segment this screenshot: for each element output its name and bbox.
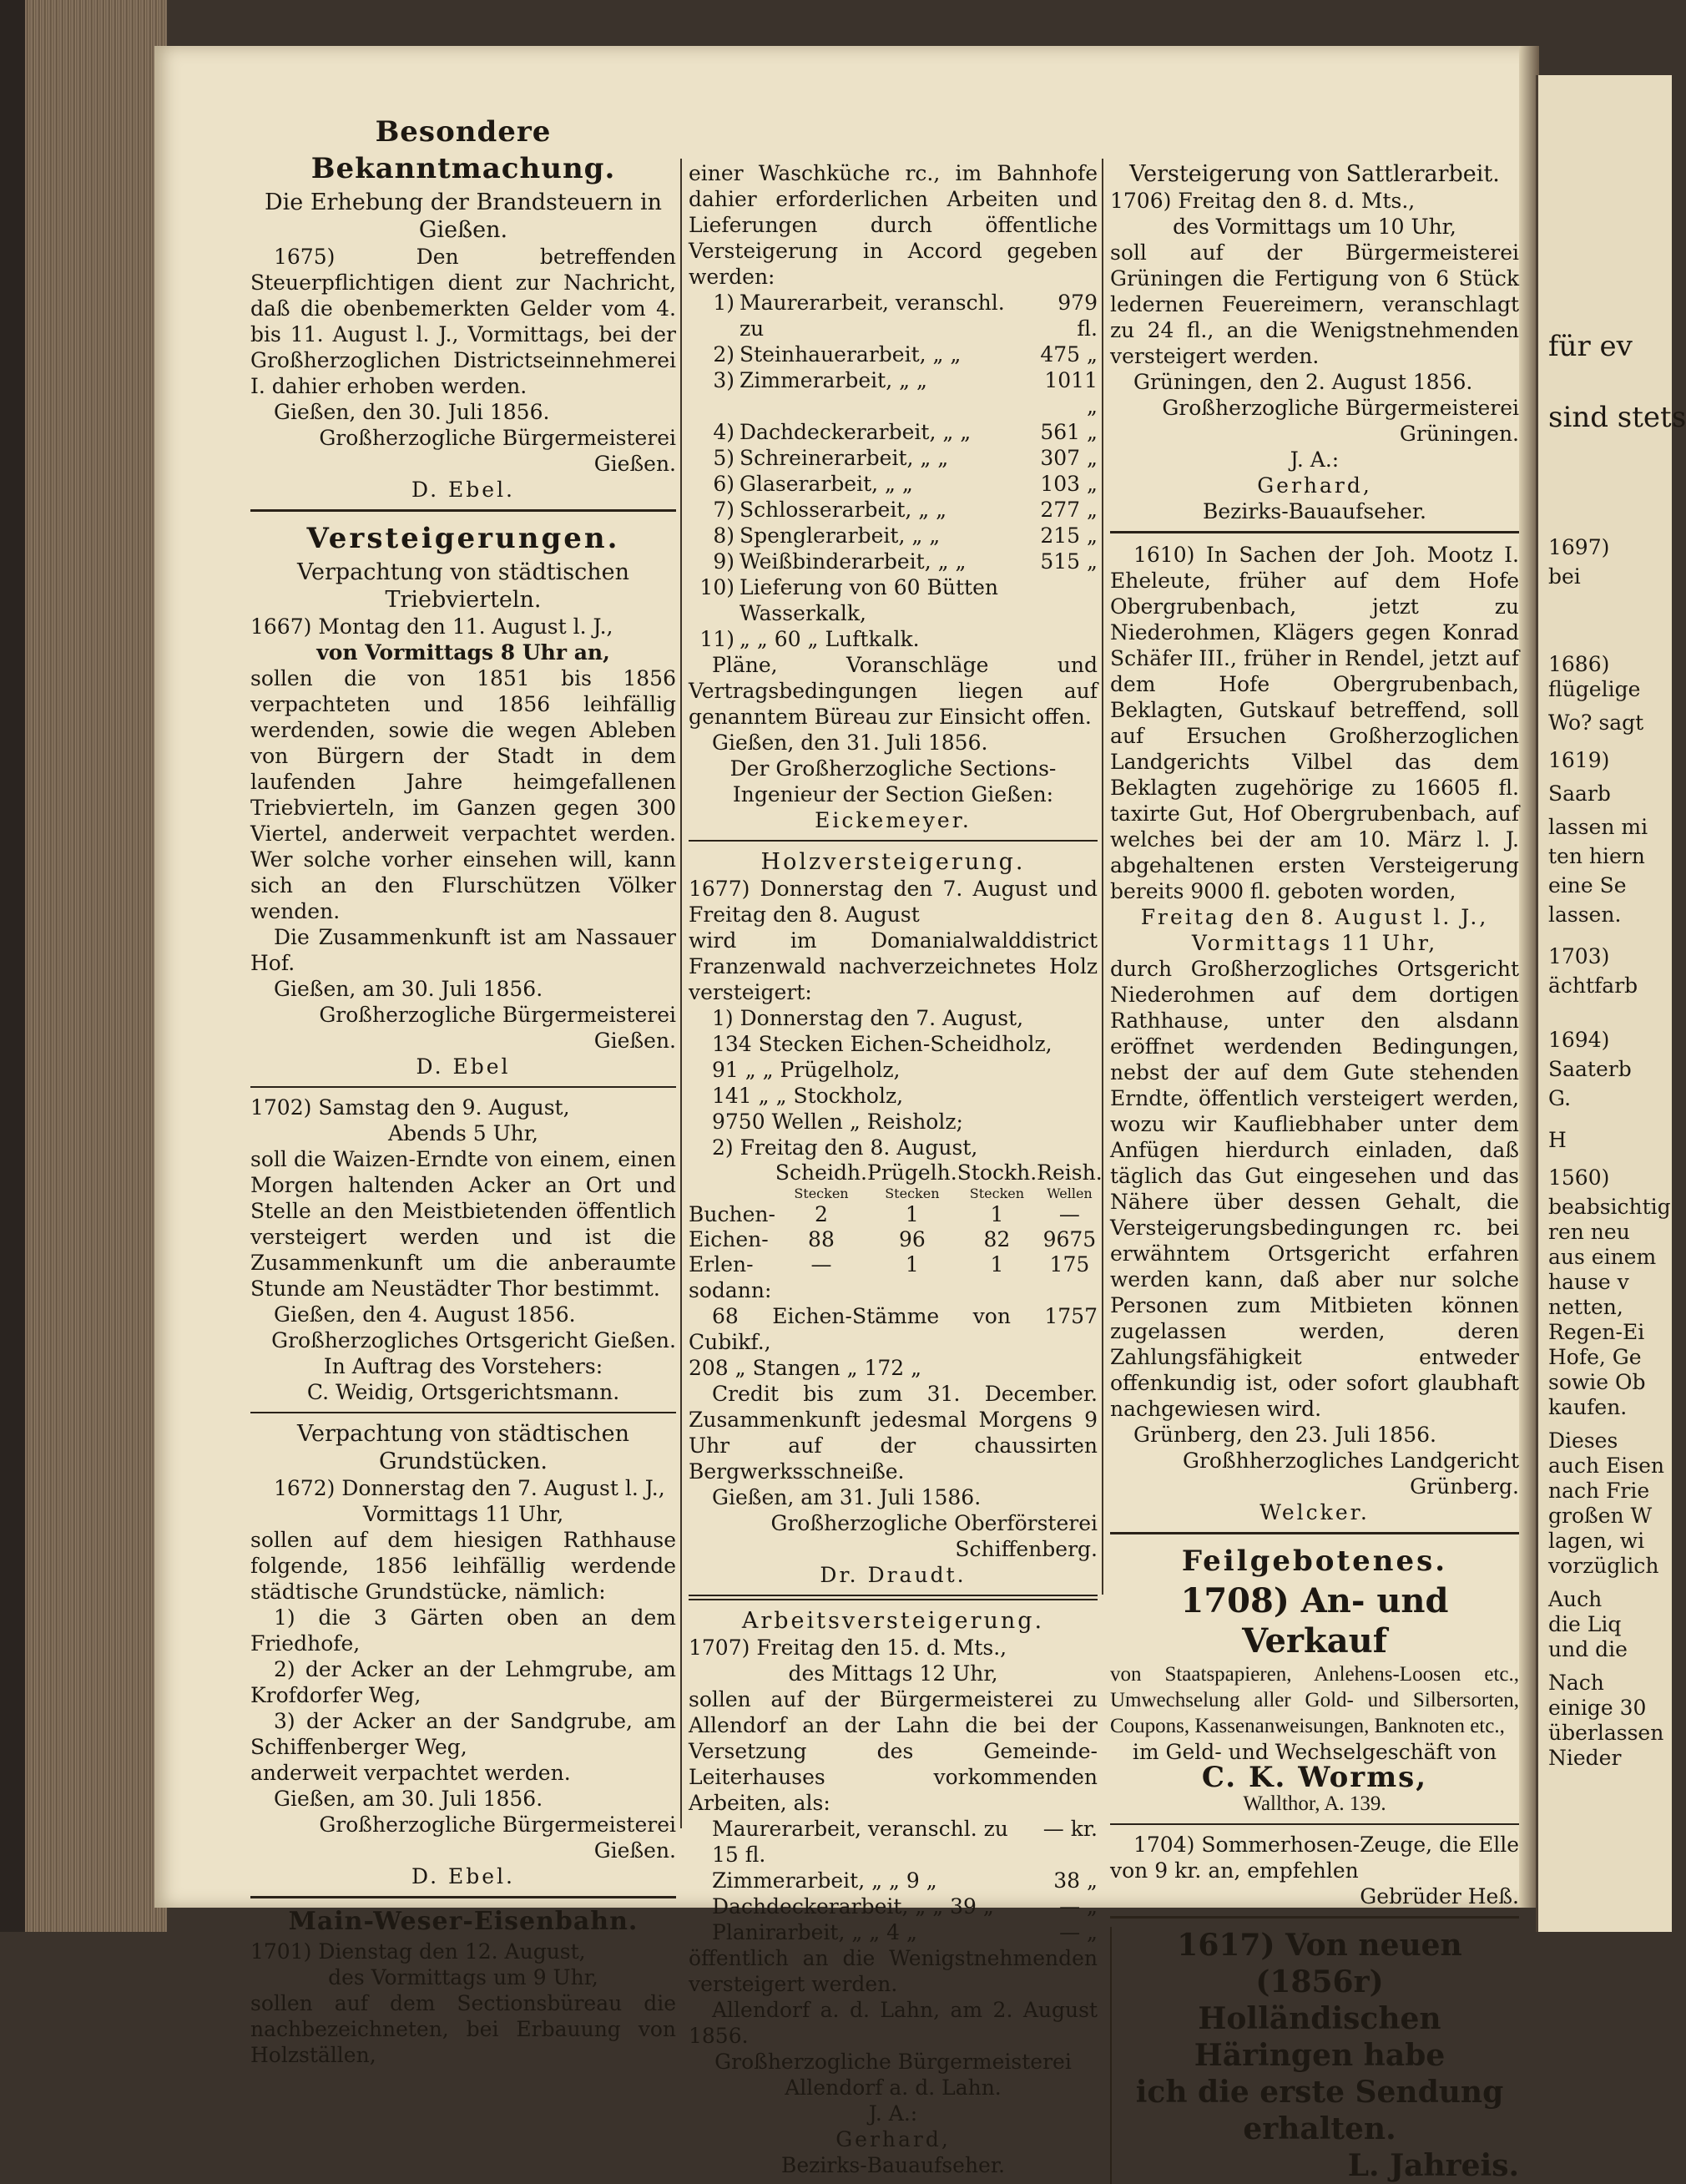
- adjacent-page-text: Regen-Ei: [1548, 1320, 1645, 1344]
- adjacent-page-text: hause v: [1548, 1270, 1629, 1294]
- adjacent-page-text: Auch: [1548, 1587, 1603, 1611]
- notice-1706-authority: Großherzogliche Bürgermeisterei Grüningen.: [1162, 396, 1519, 446]
- wood-cell: Reish.: [1037, 1160, 1103, 1185]
- notice-1677-day2: 2) Freitag den 8. August,: [712, 1135, 978, 1160]
- notice-1677-body: wird im Domanialwalddistrict Franzenwald nachverzeichnetes Holz versteigert:: [689, 928, 1098, 1004]
- works-name: Weißbinderarbeit, „ „: [740, 549, 967, 574]
- notice-1672-item: 2) der Acker an der Lehmgrube, am Krofdorfer Weg,: [250, 1657, 676, 1707]
- works-name: Lieferung von 60 Bütten Wasserkalk,: [740, 575, 998, 625]
- adjacent-page-text: einige 30: [1548, 1696, 1647, 1720]
- works2-name: Dachdeckerarbeit, „ „ 39 „: [712, 1894, 994, 1919]
- works-row: [689, 497, 1098, 523]
- notice-1610-authority: Großhherzogliches Landgericht Grünberg.: [1182, 1448, 1519, 1499]
- notice-1701-head: 1701) Dienstag den 12. August,: [250, 1939, 586, 1964]
- heading-railway: Main-Weser-Eisenbahn.: [288, 1907, 639, 1936]
- adjacent-page-text: bei: [1548, 564, 1581, 589]
- notice-1677-day1: 1) Donnerstag den 7. August,: [712, 1006, 1024, 1030]
- notice-1672-time: Vormittags 11 Uhr,: [362, 1502, 564, 1526]
- notice-1667-time: von Vormittags 8 Uhr an,: [316, 640, 610, 665]
- column-3: [1110, 160, 1519, 2184]
- wood-cell: 1: [990, 1202, 1004, 1226]
- notice-1672-item: 3) der Acker an der Sandgrube, am Schiffenberger Weg,: [250, 1709, 676, 1759]
- notice-1702-body: soll die Waizen-Erndte von einem, einen Morgen haltenden Acker an Ort und Stelle an den Meistbietenden öffentlich versteigert werden und ist die Zusammenkunft um die anberaumte Stunde am Neustädter Thor bestimmt.: [250, 1147, 676, 1301]
- works2-row: [689, 1893, 1098, 1919]
- notice-1675-authority: Großherzogliche Bürgermeisterei Gießen.: [319, 426, 676, 476]
- works-table: [689, 290, 1098, 652]
- adjacent-page-text: 1686): [1548, 652, 1610, 676]
- notice-1667-body: sollen die von 1851 bis 1856 verpachteten und 1856 leihfällig werdenden, sowie die wegen Ableben von Bürgern der Stadt in dem laufenden Jahre heimgefallenen Triebvierteln, im Ganzen gegen 300 Viertel, anderweit verpachtet werden. Wer solche vorher einsehen will, kann sich an den Flurschützen Völker wenden.: [250, 666, 676, 923]
- notice-1706-signature: Gerhard,: [1257, 473, 1372, 498]
- notice-1702-authority-2: In Auftrag des Vorstehers:: [323, 1354, 603, 1378]
- notice-1610-time: Vormittags 11 Uhr,: [1191, 931, 1438, 955]
- notice-1677-date: Gießen, am 31. Juli 1586.: [712, 1485, 982, 1509]
- section-rule: [1110, 1532, 1519, 1534]
- notice-1677-stems: 68 Eichen-Stämme von 1757 Cubikf.,: [689, 1304, 1098, 1354]
- notice-1707-signature: Gerhard,: [835, 2127, 951, 2151]
- works-name: Schlosserarbeit, „ „: [740, 498, 947, 522]
- notice-1672-head: 1672) Donnerstag den 7. August l. J.,: [274, 1476, 665, 1500]
- ad-1708-headline: 1708) An- und Verkauf: [1180, 1581, 1449, 1661]
- works-row: [689, 367, 1098, 419]
- adjacent-page-text: Nach: [1548, 1671, 1604, 1695]
- works-value: 277 „: [1040, 498, 1098, 522]
- adjacent-page-text: für ev: [1548, 330, 1633, 363]
- works2-table: [689, 1816, 1098, 1945]
- works2-name: Maurerarbeit, veranschl. zu 15 fl.: [712, 1817, 1008, 1867]
- works-value: 215 „: [1040, 523, 1098, 548]
- wood-cell: Stecken: [794, 1186, 849, 1201]
- section-rule: [250, 509, 676, 512]
- works-name: Glaserarbeit, „ „: [740, 472, 913, 496]
- adjacent-page-text: sowie Ob: [1548, 1370, 1646, 1394]
- notice-1706-body: soll auf der Bürgermeisterei Grüningen die Fertigung von 6 Stück ledernen Feuereimern, veranschlagt zu 24 fl., an die Wenigstnehmenden versteigert werden.: [1110, 240, 1519, 368]
- notice-rule: [250, 1412, 676, 1413]
- works-number: 4): [713, 420, 734, 444]
- works-value: 307 „: [1040, 446, 1098, 470]
- notice-1701-continued: einer Waschküche rc., im Bahnhofe dahier erforderlichen Arbeiten und Lieferungen durch öffentliche Versteigerung in Accord gegeben werden:: [689, 161, 1098, 289]
- works-name: Spenglerarbeit, „ „: [740, 523, 941, 548]
- works-value: 515 „: [1040, 549, 1098, 574]
- notice-1677-authority: Großherzogliche Oberförsterei Schiffenberg.: [770, 1511, 1098, 1561]
- wood-units-row: [689, 1186, 1103, 1202]
- works-number: 9): [713, 549, 734, 574]
- adjacent-page-text: ren neu: [1548, 1220, 1630, 1244]
- adjacent-page-fragment: [1536, 75, 1686, 1932]
- adjacent-page-text: nach Frie: [1548, 1479, 1650, 1503]
- notice-1677-signature: Dr. Draudt.: [820, 1563, 967, 1587]
- adjacent-page-text: ten hiern: [1548, 844, 1645, 868]
- adjacent-page-text: überlassen: [1548, 1721, 1664, 1745]
- notice-1707-end: öffentlich an die Wenigstnehmenden versteigert werden.: [689, 1946, 1098, 1996]
- works-value: 561 „: [1040, 420, 1098, 444]
- works2-name: Zimmerarbeit, „ „ 9 „: [712, 1868, 937, 1893]
- notice-rule: [1110, 1823, 1519, 1825]
- column-divider-2: [1102, 159, 1103, 1595]
- works-row: [689, 574, 1098, 626]
- adjacent-page-text: lassen mi: [1548, 815, 1648, 839]
- notice-1707-body: sollen auf der Bürgermeisterei zu Allendorf an der Lahn die bei der Versetzung des Gemeinde-Leiterhauses vorkommenden Arbeiten, als:: [689, 1687, 1098, 1815]
- works2-name: Planirarbeit, „ „ 4 „: [712, 1920, 917, 1944]
- works-number: 7): [713, 498, 734, 522]
- notice-1701-signature: Eickemeyer.: [815, 808, 972, 832]
- adjacent-page-text: Hofe, Ge: [1548, 1345, 1642, 1369]
- wood-cell: Stecken: [885, 1186, 940, 1201]
- adjacent-page-text: und die: [1548, 1637, 1628, 1661]
- notice-1702-time: Abends 5 Uhr,: [388, 1121, 538, 1145]
- notice-1667-date: Gießen, am 30. Juli 1856.: [274, 977, 543, 1001]
- notice-1677-credit: Credit bis zum 31. December. Zusammenkunft jedesmal Morgens 9 Uhr auf der chaussirten Bergwerksschneiße.: [689, 1382, 1098, 1484]
- notice-1677-day1-item: 9750 Wellen „ Reisholz;: [712, 1110, 963, 1134]
- wood-cell: Stockh.: [957, 1160, 1037, 1185]
- section-rule: [1110, 531, 1519, 533]
- adjacent-page-text: lagen, wi: [1548, 1529, 1645, 1553]
- notice-1610-date: Freitag den 8. August l. J.,: [1140, 905, 1489, 929]
- wood-row: [689, 1227, 1103, 1252]
- column-1: [250, 109, 676, 2068]
- notice-1702-authority: Großherzogliches Ortsgericht Gießen.: [271, 1328, 676, 1352]
- notice-1677-day1-item: 91 „ „ Prügelholz,: [712, 1058, 901, 1082]
- notice-1677-day1-item: 134 Stecken Eichen-Scheidholz,: [712, 1032, 1052, 1056]
- notice-1707-head: 1707) Freitag den 15. d. Mts.,: [689, 1635, 1007, 1660]
- notice-1675-signature: D. Ebel.: [411, 478, 516, 502]
- works-number: 1): [713, 291, 734, 315]
- wood-cell: 88: [808, 1227, 835, 1251]
- works-number: 6): [713, 472, 734, 496]
- notice-1706-head: 1706) Freitag den 8. d. Mts.,: [1110, 189, 1416, 213]
- notice-1701-authority: Der Großherzogliche Sections-Ingenieur der Section Gießen:: [729, 756, 1057, 806]
- notice-1610-signature: Welcker.: [1259, 1500, 1370, 1524]
- book-edge: [0, 0, 167, 1932]
- wood-cell: Buchen-: [689, 1202, 775, 1226]
- notice-1672-authority: Großherzogliche Bürgermeisterei Gießen.: [319, 1812, 676, 1863]
- ad-1617-line-3: ich die erste Sendung erhalten.: [1135, 2075, 1504, 2146]
- wood-cell: —: [810, 1252, 832, 1277]
- works-number: 11): [699, 627, 734, 651]
- adjacent-page-text: die Liq: [1548, 1612, 1622, 1636]
- ad-1708-firm: C. K. Worms,: [1201, 1761, 1428, 1794]
- wood-row: [689, 1202, 1103, 1227]
- works2-row: [689, 1919, 1098, 1945]
- works-row: [689, 290, 1098, 341]
- adjacent-page-text: netten,: [1548, 1295, 1623, 1319]
- adjacent-page-text: Saaterb: [1548, 1057, 1632, 1081]
- works2-value: — „: [1059, 1894, 1098, 1919]
- wood-cell: 1: [990, 1252, 1004, 1277]
- notice-1702-date: Gießen, den 4. August 1856.: [274, 1302, 576, 1327]
- notice-rule: [250, 1086, 676, 1088]
- subheading-trieb-lease: Verpachtung von städtischen Triebvierteln.: [296, 559, 630, 613]
- subheading-saddlery: Versteigerung von Sattlerarbeit.: [1129, 161, 1500, 187]
- ad-1708-im: im Geld- und Wechselgeschäft von: [1132, 1740, 1497, 1764]
- wood-cell: Prügelh.: [867, 1160, 957, 1185]
- wood-header-row: [689, 1160, 1103, 1186]
- works-row: [689, 471, 1098, 497]
- adjacent-page-text: beabsichtig: [1548, 1195, 1671, 1219]
- ad-1704-body: 1704) Sommerhosen-Zeuge, die Elle von 9 kr. an, empfehlen: [1110, 1833, 1519, 1883]
- works-row: [689, 549, 1098, 574]
- adjacent-page-text: lassen.: [1548, 902, 1622, 927]
- ad-1617-line-2: Holländischen Häringen habe: [1194, 2001, 1446, 2073]
- column-2: [689, 160, 1103, 2178]
- notice-1707-date: Allendorf a. d. Lahn, am 2. August 1856.: [689, 1998, 1098, 2048]
- wood-cell: Scheidh.: [775, 1160, 867, 1185]
- works-number: 10): [699, 575, 734, 599]
- works-row: [689, 626, 1098, 652]
- works2-value: — „: [1059, 1920, 1098, 1944]
- adjacent-page-text: 1694): [1548, 1028, 1610, 1052]
- works-name: Zimmerarbeit, „ „: [740, 368, 927, 392]
- adjacent-page-text: 1560): [1548, 1165, 1610, 1190]
- notice-1667-head: 1667) Montag den 11. August l. J.,: [250, 614, 613, 639]
- works-row: [689, 419, 1098, 445]
- notice-1701-plans: Pläne, Voranschläge und Vertragsbedingungen liegen auf genanntem Büreau zur Einsicht offen.: [689, 653, 1098, 729]
- adjacent-page-text: Wo? sagt: [1548, 710, 1644, 735]
- wood-cell: 2: [815, 1202, 828, 1226]
- works-row: [689, 523, 1098, 549]
- works2-value: — kr.: [1042, 1817, 1098, 1841]
- works2-row: [689, 1868, 1098, 1893]
- notice-1707-ia: J. A.:: [868, 2101, 918, 2126]
- adjacent-page-text: 1703): [1548, 944, 1610, 968]
- wood-cell: [689, 1160, 775, 1186]
- subheading-ground-lease: Verpachtung von städtischen Grundstücken.: [296, 1421, 630, 1474]
- notice-1667-meeting: Die Zusammenkunft ist am Nassauer Hof.: [250, 925, 676, 975]
- adjacent-page-text: großen W: [1548, 1504, 1653, 1528]
- works-name: Maurerarbeit, veranschl. zu: [740, 291, 1005, 341]
- works-value: 1011 „: [1044, 368, 1098, 418]
- adjacent-page-text: G.: [1548, 1086, 1572, 1110]
- wood-cell: 96: [898, 1227, 926, 1251]
- notice-1707-authority: Großherzogliche Bürgermeisterei Allendorf a. d. Lahn.: [714, 2050, 1072, 2100]
- adjacent-page-text: Dieses: [1548, 1428, 1618, 1453]
- notice-1672-end: anderweit verpachtet werden.: [250, 1761, 571, 1785]
- works-number: 8): [713, 523, 734, 548]
- heading-special-notice: Besondere Bekanntmachung.: [310, 115, 616, 185]
- ad-1708-address: Wallthor, A. 139.: [1243, 1792, 1386, 1815]
- adjacent-page-text: ächtfarb: [1548, 973, 1638, 998]
- adjacent-page-text: Saarb: [1548, 781, 1611, 806]
- ad-1617-box: [1110, 1927, 1519, 2184]
- notice-1701-body: sollen auf dem Sectionsbüreau die nachbezeichneten, bei Erbauung von Holzställen,: [250, 1991, 676, 2067]
- adjacent-page-text: Nieder: [1548, 1746, 1622, 1770]
- works-name: Dachdeckerarbeit, „ „: [740, 420, 972, 444]
- ad-1708-body: von Staatspapieren, Anlehens-Loosen etc., Umwechselung aller Gold- und Silbersorten, Coupons, Kassenanweisungen, Banknoten etc.,: [1110, 1663, 1519, 1737]
- notice-1667-signature: D. Ebel: [416, 1054, 511, 1079]
- adjacent-page-text: 1697): [1548, 535, 1610, 559]
- adjacent-page-text: aus einem: [1548, 1245, 1657, 1269]
- notice-1677-day1-item: 141 „ „ Stockholz,: [712, 1084, 904, 1108]
- notice-1672-item: 1) die 3 Gärten oben an dem Friedhofe,: [250, 1605, 676, 1656]
- notice-1672-body: sollen auf dem hiesigen Rathhause folgende, 1856 leihfällig werdende städtische Grundstücke, nämlich:: [250, 1528, 676, 1604]
- adjacent-page-text: 1619): [1548, 748, 1610, 772]
- works-value: 103 „: [1040, 472, 1098, 496]
- section-rule: [1110, 1916, 1519, 1919]
- works-row: [689, 341, 1098, 367]
- notice-1672-signature: D. Ebel.: [411, 1864, 516, 1888]
- works-name: Schreinerarbeit, „ „: [740, 446, 949, 470]
- notice-1610-body-2: durch Großherzogliches Ortsgericht Niederohmen auf dem dortigen Rathhause, unter den alsdann eröffnet werdenden Bedingungen, nebst der auf dem Gute stehenden Erndte, öffentlich versteigert werden, wozu wir Kaufliebhaber unter dem Anfügen hierdurch einladen, daß täglich das Gut eingesehen und das Nähere über dessen Gehalt, die Versteigerungsbedingungen rc. bei erwähntem Ortsgericht erfahren werden kann, daß aber nur solche Personen zum Mitbieten können zugelassen werden, deren Zahlungsfähigkeit entweder offenkundig ist, oder sofort glaubhaft nachgewiesen wird.: [1110, 957, 1519, 1421]
- wood-cell: 175: [1049, 1252, 1090, 1277]
- notice-rule: [689, 840, 1098, 842]
- notice-1706-date: Grüningen, den 2. August 1856.: [1133, 370, 1473, 394]
- ad-1617-line-1: 1617) Von neuen (1856r): [1177, 1928, 1462, 1999]
- notice-1672-date: Gießen, am 30. Juli 1856.: [274, 1787, 543, 1811]
- wood-cell: 1: [905, 1252, 919, 1277]
- adjacent-page-text: auch Eisen: [1548, 1453, 1665, 1478]
- notice-1706-role: Bezirks-Bauaufseher.: [1202, 499, 1427, 523]
- subheading-wood-auction: Holzversteigerung.: [760, 849, 1026, 875]
- notice-1702-signature: C. Weidig, Ortsgerichtsmann.: [306, 1380, 620, 1404]
- notice-1701-time: des Vormittags um 9 Uhr,: [328, 1965, 598, 1989]
- wood-table: [689, 1160, 1103, 1277]
- works-value: 979 fl.: [1058, 291, 1098, 341]
- notice-1677-sodann: sodann:: [689, 1278, 772, 1302]
- wood-cell: 1: [905, 1202, 919, 1226]
- heading-offered: Feilgebotenes.: [1181, 1544, 1448, 1578]
- column-divider-1: [680, 159, 682, 1828]
- wood-cell: Wellen: [1047, 1186, 1093, 1201]
- adjacent-page-text: flügelige: [1548, 677, 1641, 701]
- works-row: [689, 445, 1098, 471]
- works-name: „ „ 60 „ Luftkalk.: [740, 627, 920, 651]
- ad-1704-signature: Gebrüder Heß.: [1360, 1884, 1519, 1908]
- works2-row: [689, 1816, 1098, 1868]
- adjacent-page-text: vorzüglich: [1548, 1554, 1659, 1578]
- subheading-work-auction: Arbeitsversteigerung.: [741, 1608, 1045, 1634]
- notice-1707-role: Bezirks-Bauaufseher.: [780, 2153, 1006, 2177]
- adjacent-page-text: sind stets: [1548, 401, 1686, 434]
- notice-1677-poles: 208 „ Stangen „ 172 „: [689, 1356, 922, 1380]
- notice-1675-date: Gießen, den 30. Juli 1856.: [274, 400, 550, 424]
- wood-cell: 9675: [1042, 1227, 1097, 1251]
- wood-cell: Eichen-: [689, 1227, 769, 1251]
- works-number: 2): [713, 342, 734, 367]
- notice-1707-time: des Mittags 12 Uhr,: [788, 1661, 998, 1686]
- notice-1610-place: Grünberg, den 23. Juli 1856.: [1133, 1423, 1436, 1447]
- wood-cell: [689, 1186, 775, 1202]
- notice-1706-ia: J. A.:: [1290, 447, 1340, 472]
- adjacent-page-text: kaufen.: [1548, 1395, 1628, 1419]
- notice-1701-date: Gießen, den 31. Juli 1856.: [712, 731, 988, 755]
- wood-cell: Erlen-: [689, 1252, 754, 1277]
- adjacent-page-text: eine Se: [1548, 873, 1627, 897]
- adjacent-page-text: H: [1548, 1128, 1567, 1152]
- works-name: Steinhauerarbeit, „ „: [740, 342, 962, 367]
- works-number: 3): [713, 368, 734, 392]
- notice-1675-body: 1675) Den betreffenden Steuerpflichtigen dient zur Nachricht, daß die obenbemerkten Gelder vom 4. bis 11. August l. J., Vormittags, bei der Großherzoglichen Districtseinnehmerei I. dahier erhoben werden.: [250, 245, 676, 398]
- notice-1677-head: 1677) Donnerstag den 7. August und Freitag den 8. August: [689, 877, 1098, 927]
- notice-1667-authority: Großherzogliche Bürgermeisterei Gießen.: [319, 1003, 676, 1053]
- notice-1610-body: 1610) In Sachen der Joh. Mootz I. Eheleute, früher auf dem Hofe Obergrubenbach, jetzt zu Niederohmen, Klägers gegen Konrad Schäfer III., früher in Rendel, jetzt auf dem Hofe Obergrubenbach, Beklagten, Gutskauf betreffend, soll auf Ersuchen Großherzoglichen Landgerichts Vilbel das dem Beklagten zugehörige zu 16605 fl. taxirte Gut, Hof Obergrubenbach, auf welches bei der am 10. März l. J. abgehaltenen ersten Versteigerung bereits 9000 fl. geboten worden,: [1110, 543, 1519, 903]
- notice-1702-head: 1702) Samstag den 9. August,: [250, 1095, 570, 1120]
- wood-cell: Stecken: [969, 1186, 1025, 1201]
- works2-value: 38 „: [1053, 1868, 1098, 1893]
- notice-1706-time: des Vormittags um 10 Uhr,: [1173, 215, 1456, 239]
- wood-row: [689, 1252, 1103, 1277]
- section-rule: [250, 1896, 676, 1898]
- ad-1617-signature: L. Jahreis.: [1347, 2148, 1519, 2183]
- works-number: 5): [713, 446, 734, 470]
- subheading-fire-tax: Die Erhebung der Brandsteuern in Gießen.: [265, 190, 662, 243]
- heading-auctions: Versteigerungen.: [306, 522, 620, 555]
- works-value: 475 „: [1040, 342, 1098, 367]
- wood-cell: 82: [983, 1227, 1011, 1251]
- notice-rule: [689, 1595, 1098, 1600]
- wood-cell: —: [1058, 1202, 1080, 1226]
